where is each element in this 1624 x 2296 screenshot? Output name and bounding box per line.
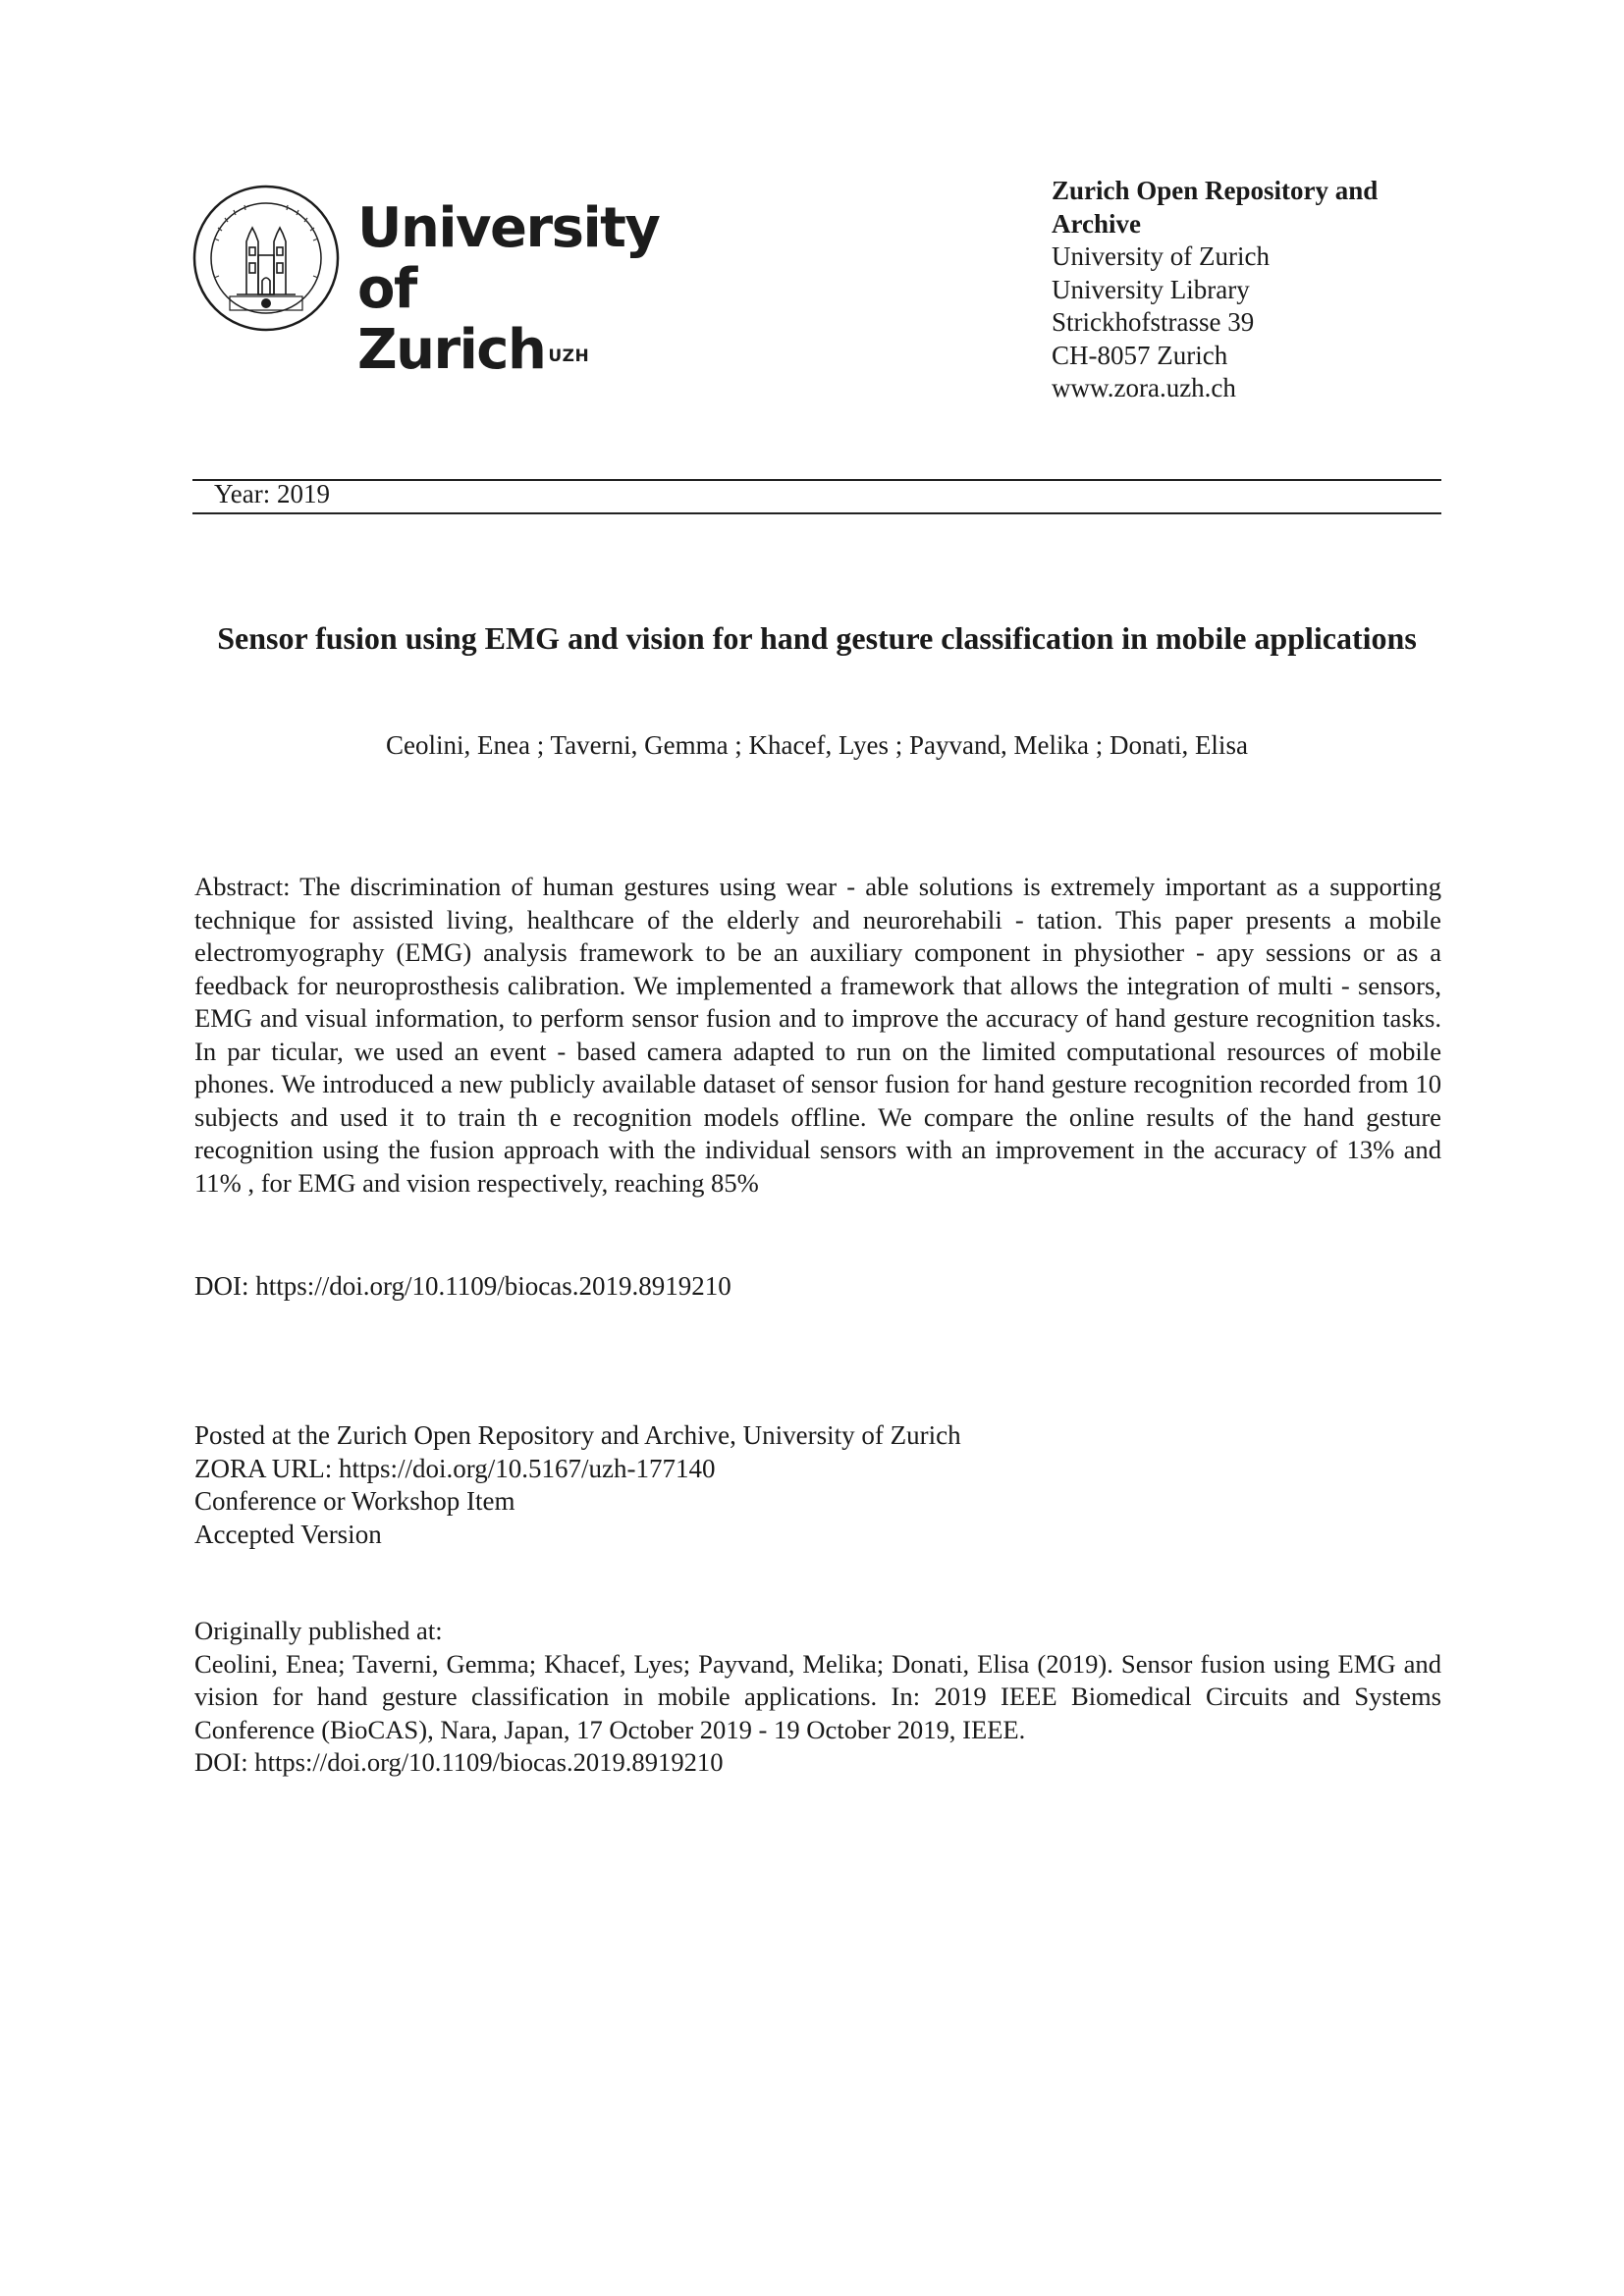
doi-line[interactable]: DOI: https://doi.org/10.1109/biocas.2019.8919210: [194, 1271, 731, 1301]
university-logo: [192, 185, 683, 382]
year-line: Year: 2019: [214, 479, 331, 508]
bottom-rule: [192, 512, 1441, 514]
repository-name: Zurich Open Repository and Archive: [1052, 176, 1379, 239]
item-type: Conference or Workshop Item: [194, 1486, 515, 1516]
repository-institution: University of Zurich: [1052, 241, 1270, 271]
original-publication: [194, 1615, 1441, 1780]
original-heading: Originally published at:: [194, 1616, 443, 1645]
repository-library: University Library: [1052, 274, 1250, 304]
version: Accepted Version: [194, 1519, 382, 1549]
paper-title: Sensor fusion using EMG and vision for hand gesture classification in mobile applications: [217, 620, 1417, 656]
university-wordmark: [357, 198, 683, 381]
paper-authors: Ceolini, Enea ; Taverni, Gemma ; Khacef, Lyes ; Payvand, Melika ; Donati, Elisa: [386, 730, 1248, 760]
wordmark-line2: Zurich: [357, 318, 546, 382]
wordmark-superscript: UZH: [548, 347, 590, 366]
wordmark-line1: University of: [357, 196, 660, 321]
repository-street: Strickhofstrasse 39: [1052, 307, 1255, 337]
posted-line: Posted at the Zurich Open Repository and Archive, University of Zurich: [194, 1420, 961, 1450]
original-citation: Ceolini, Enea; Taverni, Gemma; Khacef, Lyes; Payvand, Melika; Donati, Elisa (2019). Sensor fusion using EMG and vision for hand gesture classification in mobile applications. In: 2019 IEEE Biomedical Circuits and Systems Conference (BioCAS), Nara, Japan, 17 October 2019 - 19 October 2019, IEEE.: [194, 1648, 1441, 1744]
repository-website[interactable]: www.zora.uzh.ch: [1052, 373, 1236, 402]
original-doi[interactable]: DOI: https://doi.org/10.1109/biocas.2019.8919210: [194, 1747, 724, 1777]
top-rule: [192, 479, 1441, 481]
zora-url[interactable]: ZORA URL: https://doi.org/10.5167/uzh-177140: [194, 1453, 716, 1483]
university-seal-icon: [192, 185, 340, 332]
repository-city: CH-8057 Zurich: [1052, 340, 1228, 370]
posted-info: [194, 1419, 961, 1551]
repository-address: [1052, 175, 1464, 405]
paper-abstract: Abstract: The discrimination of human gestures using wear - able solutions is extremely important as a supporting technique for assisted living, healthcare of the elderly and neurorehabili - tation. This paper presents a mobile electromyography (EMG) analysis framework to be an auxiliary component in physiother - apy sessions or as a feedback for neuroprosthesis calibration. We implemented a framework that allows the integration of multi - sensors, EMG and visual information, to perform sensor fusion and to improve the accuracy of hand gesture recognition tasks. In par ticular, we used an event - based camera adapted to run on the limited computational resources of mobile phones. We introduced a new publicly available dataset of sensor fusion for hand gesture recognition recorded from 10 subjects and used it to train th e recognition models offline. We compare the online results of the hand gesture recognition using the fusion approach with the individual sensors with an improvement in the accuracy of 13% and 11% , for EMG and vision respectively, reaching 85%: [194, 872, 1441, 1198]
